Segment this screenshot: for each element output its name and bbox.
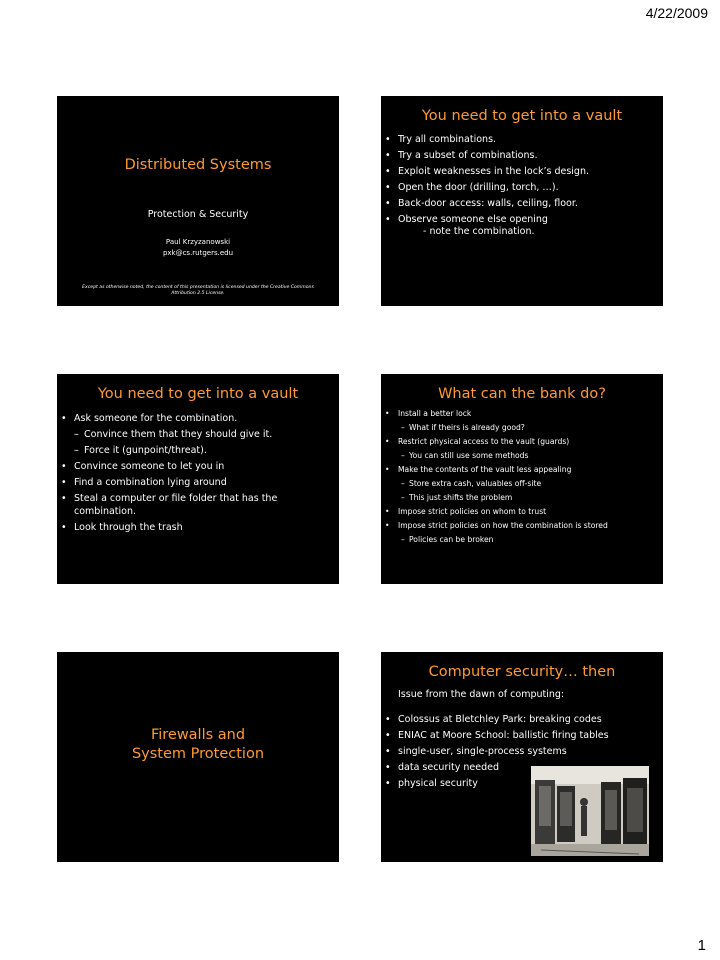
bullet-list xyxy=(381,133,663,226)
bullet-item: • single-user, single-process systems xyxy=(381,745,663,758)
slide-1-title xyxy=(57,96,339,306)
sub-bullet-item: – Convince them that they should give it. xyxy=(57,428,339,441)
bullet-list xyxy=(57,412,339,534)
section-title xyxy=(57,726,339,764)
bullet-item: • Impose strict policies on how the combination is stored xyxy=(381,521,663,531)
slide-title: Distributed Systems xyxy=(124,157,272,173)
slide-intro: Issue from the dawn of computing: xyxy=(398,689,565,700)
sub-bullet-item: – You can still use some methods xyxy=(381,451,663,461)
sub-bullet-item: – This just shifts the problem xyxy=(381,493,663,503)
bullet-item: • data security needed xyxy=(381,761,663,774)
bullet-item: • Colossus at Bletchley Park: breaking codes xyxy=(381,713,663,726)
bullet-item: • Make the contents of the vault less appealing xyxy=(381,465,663,475)
bullet-item: • Back-door access: walls, ceiling, floor. xyxy=(381,197,663,210)
page-date: 4/22/2009 xyxy=(645,5,708,21)
bullet-item: • Impose strict policies on whom to trust xyxy=(381,507,663,517)
page-number: 1 xyxy=(697,937,706,954)
bullet-item: • Observe someone else opening xyxy=(381,213,663,226)
author-name: Paul Krzyzanowski xyxy=(165,238,231,246)
sub-bullet-item: – Policies can be broken xyxy=(381,535,663,545)
slide-6-security-then xyxy=(381,652,663,862)
slide-title: You need to get into a vault xyxy=(421,108,623,124)
slide-subtitle: Protection & Security xyxy=(147,209,249,220)
bullet-note: - note the combination. xyxy=(423,226,535,237)
slide-title: You need to get into a vault xyxy=(97,386,299,402)
bullet-item: • Install a better lock xyxy=(381,409,663,419)
bullet-item: • Steal a computer or file folder that has the combination. xyxy=(57,492,339,518)
slide-5-section xyxy=(57,652,339,862)
section-title-line-2: System Protection xyxy=(131,746,265,762)
slide-title: Computer security… then xyxy=(428,664,616,680)
sub-bullet-item: – Force it (gunpoint/threat). xyxy=(57,444,339,457)
slide-3-vault xyxy=(57,374,339,584)
eniac-photo xyxy=(531,766,649,856)
sub-bullet-item: – Store extra cash, valuables off-site xyxy=(381,479,663,489)
bullet-item: • Exploit weaknesses in the lock’s design. xyxy=(381,165,663,178)
slide-4-bank xyxy=(381,374,663,584)
bullet-item: • Restrict physical access to the vault (guards) xyxy=(381,437,663,447)
bullet-list xyxy=(381,409,663,545)
sub-bullet-item: – What if theirs is already good? xyxy=(381,423,663,433)
author-email: pxk@cs.rutgers.edu xyxy=(162,249,234,257)
slide-title: What can the bank do? xyxy=(438,386,606,402)
bullet-item: • Try a subset of combinations. xyxy=(381,149,663,162)
bullet-item: • physical security xyxy=(381,777,663,790)
section-title-line-1: Firewalls and xyxy=(150,727,246,743)
bullet-item: • Ask someone for the combination. xyxy=(57,412,339,425)
license-notice: Except as otherwise noted, the content of this presentation is licensed under the Creative Commons Attribution 2.5 License. xyxy=(82,285,314,296)
bullet-item: • Look through the trash xyxy=(57,521,339,534)
bullet-item: • Open the door (drilling, torch, …). xyxy=(381,181,663,194)
slide-2-vault xyxy=(381,96,663,306)
bullet-item: • Convince someone to let you in xyxy=(57,460,339,473)
eniac-photo-illustration xyxy=(531,766,649,856)
bullet-item: • Find a combination lying around xyxy=(57,476,339,489)
bullet-item: • Try all combinations. xyxy=(381,133,663,146)
bullet-item: • ENIAC at Moore School: ballistic firing tables xyxy=(381,729,663,742)
